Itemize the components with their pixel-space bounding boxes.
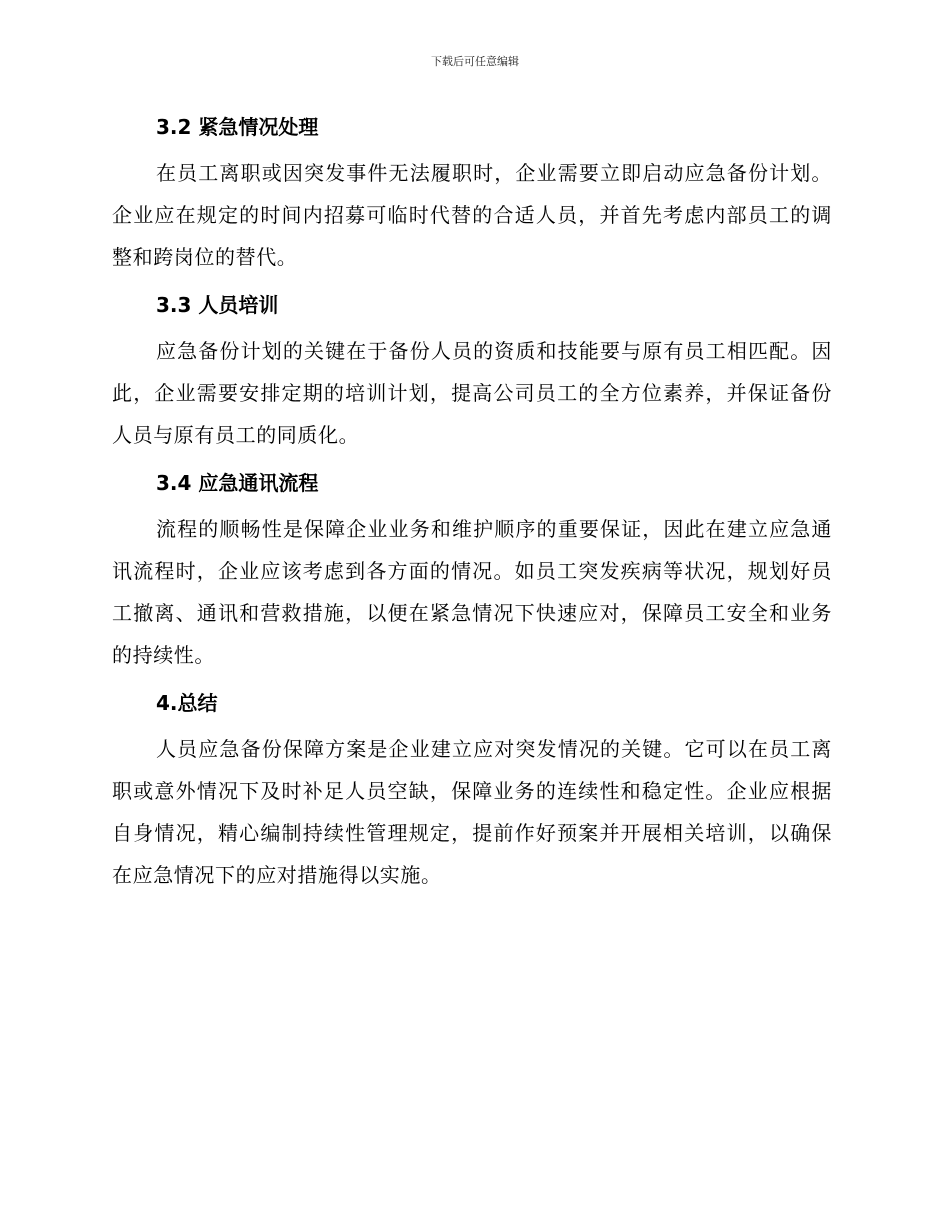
section-paragraph-4: 人员应急备份保障方案是企业建立应对突发情况的关键。它可以在员工离职或意外情况下及时补足人员空缺，保障业务的连续性和稳定性。企业应根据自身情况，精心编制持续性管理规定，提前作好预案并开展相关培训，以确保在应急情况下的应对措施得以实施。 — [112, 737, 832, 887]
section-heading-3-3: 3.3 人员培训 — [156, 293, 279, 317]
section-heading-3-2: 3.2 紧急情况处理 — [156, 115, 319, 139]
section-paragraph-3-3: 应急备份计划的关键在于备份人员的资质和技能要与原有员工相匹配。因此，企业需要安排定期的培训计划，提高公司员工的全方位素养，并保证备份人员与原有员工的同质化。 — [112, 339, 832, 447]
section-paragraph-3-2: 在员工离职或因突发事件无法履职时，企业需要立即启动应急备份计划。企业应在规定的时间内招募可临时代替的合适人员，并首先考虑内部员工的调整和跨岗位的替代。 — [112, 161, 832, 269]
section-heading-3-4: 3.4 应急通讯流程 — [156, 471, 319, 495]
section-heading-4: 4.总结 — [156, 691, 218, 715]
section-paragraph-3-4: 流程的顺畅性是保障企业业务和维护顺序的重要保证，因此在建立应急通讯流程时，企业应该考虑到各方面的情况。如员工突发疾病等状况，规划好员工撤离、通讯和营救措施，以便在紧急情况下快速应对，保障员工安全和业务的持续性。 — [112, 517, 832, 667]
document-body — [112, 108, 832, 904]
page-header: 下载后可任意编辑 — [431, 55, 519, 68]
